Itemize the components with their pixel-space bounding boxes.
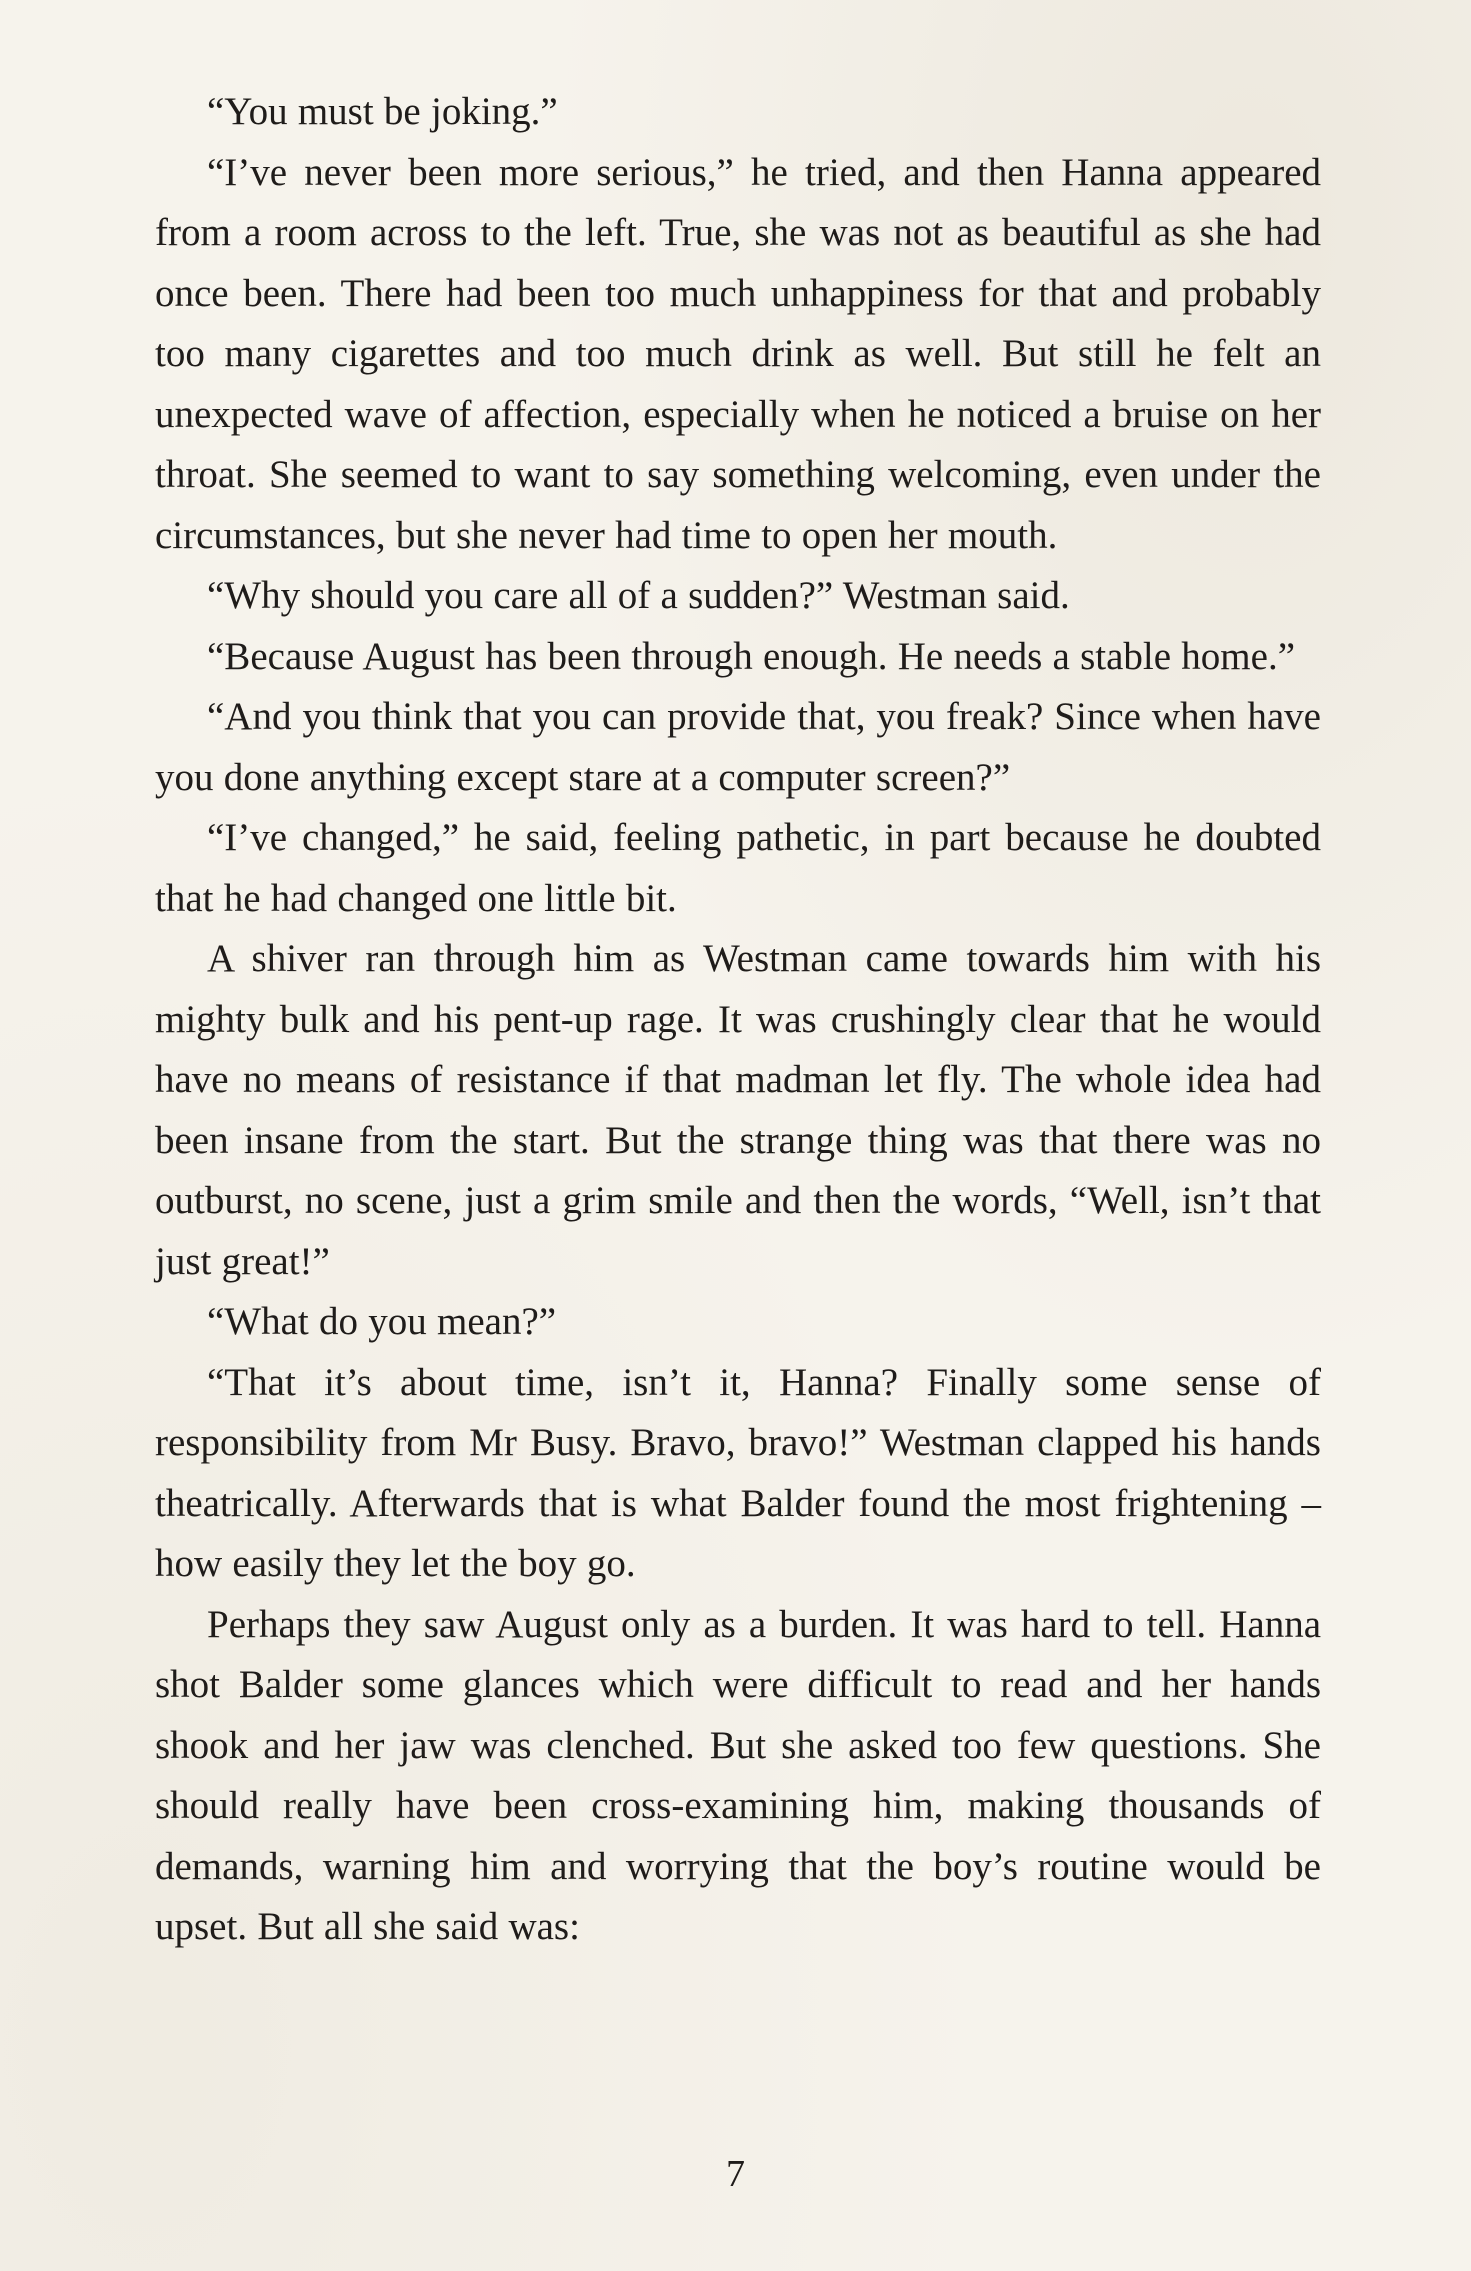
paragraph-7: A shiver ran through him as Westman came towards him with his mighty bulk and his pent-up rage. It was crushingly clear that he would have no means of resistance if that madman let fly. The whole idea had been insane from the start. But the strange thing was that there was no outburst, no scene, just a grim smile and then the words, “Well, isn’t that just great!” (155, 937, 1321, 1283)
body-text (155, 82, 1321, 1958)
paragraph-8: “What do you mean?” (207, 1300, 557, 1343)
paragraph-6: “I’ve changed,” he said, feeling pathetic, in part because he doubted that he had changed one little bit. (155, 816, 1321, 920)
paragraph-3: “Why should you care all of a sudden?” Westman said. (207, 574, 1070, 617)
paragraph-4: “Because August has been through enough. He needs a stable home.” (207, 634, 1296, 678)
paragraph-5: “And you think that you can provide that, you freak? Since when have you done anything except stare at a computer screen?” (155, 695, 1321, 799)
page-number: 7 (726, 2153, 745, 2195)
paragraph-9: “That it’s about time, isn’t it, Hanna? Finally some sense of responsibility from Mr Busy. Bravo, bravo!” Westman clapped his hands theatrically. Afterwards that is what Balder found the most frightening – how easily they let the boy go. (155, 1360, 1321, 1585)
paragraph-2: “I’ve never been more serious,” he tried, and then Hanna appeared from a room across to the left. True, she was not as beautiful as she had once been. There had been too much unhappiness for that and probably too many cigarettes and too much drink as well. But still he felt an unexpected wave of affection, especially when he noticed a bruise on her throat. She seemed to want to say something welcoming, even under the circumstances, but she never had time to open her mouth. (155, 150, 1321, 557)
paragraph-1: “You must be joking.” (207, 90, 558, 133)
paragraph-10: Perhaps they saw August only as a burden. It was hard to tell. Hanna shot Balder some glances which were difficult to read and her hands shook and her jaw was clenched. But she asked too few questions. She should really have been cross-examining him, making thousands of demands, warning him and worrying that the boy’s routine would be upset. But all she said was: (155, 1602, 1321, 1948)
